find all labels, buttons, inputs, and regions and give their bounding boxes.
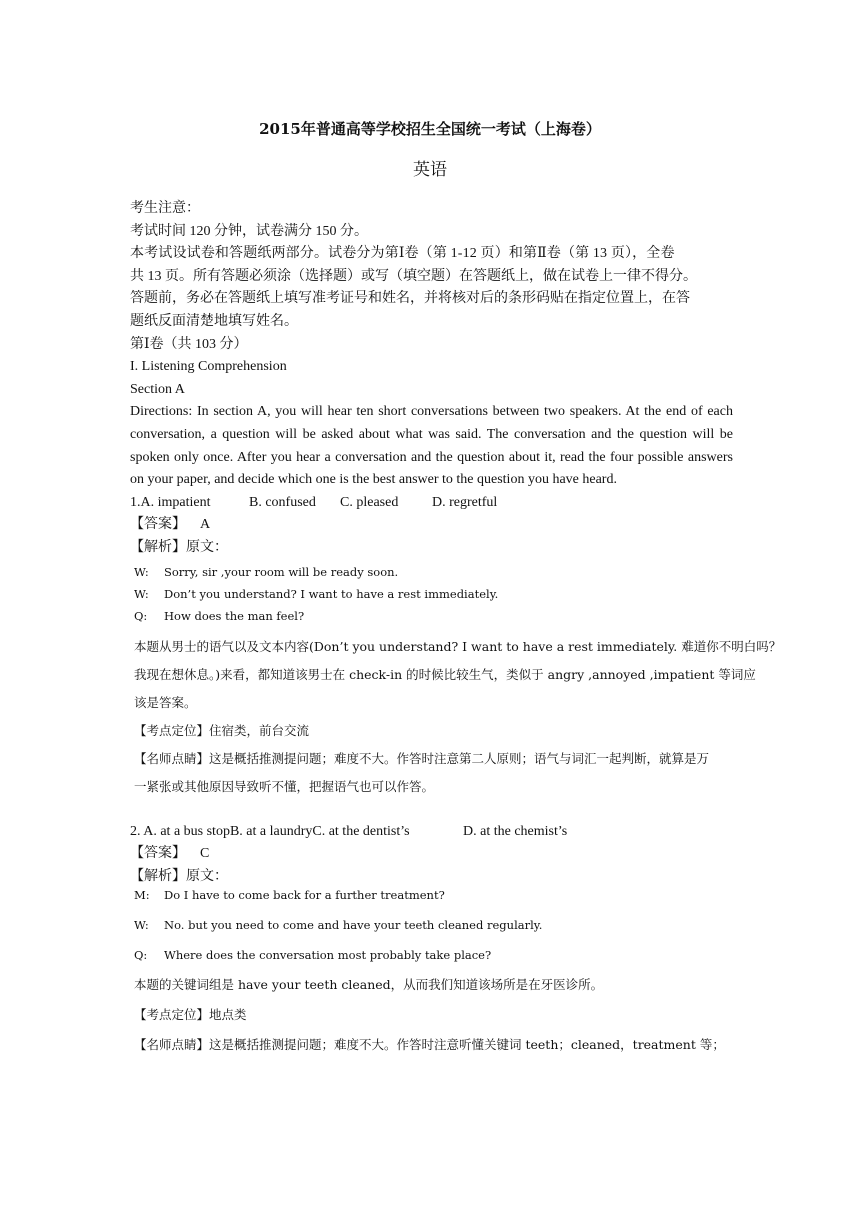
utterance: Do I have to come back for a further treatment?: [164, 888, 445, 903]
notice-item: 考试时间 120 分钟，试卷满分 150 分。: [130, 223, 368, 239]
speaker: W:: [134, 918, 149, 933]
explanation-line: 该是答案。: [134, 694, 197, 710]
option-a: 1.A. impatient: [130, 494, 211, 510]
tips-line: 【名师点睛】这是概括推测提问题；难度不大。作答时注意第二人原则；语气与词汇一起判断，就算是万: [134, 750, 710, 766]
notice-item: 共 13 页。所有答题必须涂（选择题）或写（填空题）在答题纸上，做在试卷上一律不得分。: [130, 268, 697, 284]
answer-label: 【答案】: [130, 517, 186, 533]
dialogue-line: [134, 561, 733, 583]
answer-line: [130, 843, 733, 866]
utterance: Sorry, sir ,your room will be ready soon.: [164, 564, 399, 579]
dialogue-line: [134, 940, 733, 970]
answer-value: A: [200, 517, 211, 533]
notice-item: 题纸反面清楚地填写姓名。: [130, 313, 298, 329]
dialogue-line: [134, 880, 733, 910]
question-2-dialogue: [134, 880, 733, 1060]
subsection-title: Section A: [130, 381, 185, 397]
answer-line: [130, 514, 733, 537]
utterance: How does the man feel?: [164, 608, 305, 623]
explanation-line: 本题的关键词组是 have your teeth cleaned，从而我们知道该场所是在牙医诊所。: [134, 977, 604, 993]
point-line: 【考点定位】住宿类，前台交流: [134, 722, 310, 738]
speaker: W:: [134, 564, 149, 579]
notice-item: 本考试设试卷和答题纸两部分。试卷分为第Ⅰ卷（第 1-12 页）和第Ⅱ卷（第 13 页），全卷: [130, 246, 675, 262]
explanation-line: 本题从男士的语气以及文本内容(Don’t you understand? I want to have a rest immediately. 难道你不明白吗？: [134, 638, 782, 654]
option-abc: 2. A. at a bus stopB. at a laundryC. at the dentist’s: [130, 823, 410, 839]
speaker: W:: [134, 586, 149, 601]
option-b: B. confused: [249, 494, 316, 510]
dialogue-line: [134, 583, 733, 605]
section-title: I. Listening Comprehension: [130, 359, 287, 375]
utterance: Don’t you understand? I want to have a rest immediately.: [164, 586, 499, 601]
point-line: 【考点定位】地点类: [134, 1007, 247, 1023]
exam-subject: 英语: [413, 160, 447, 180]
option-d: D. at the chemist’s: [463, 823, 568, 839]
exam-body: [130, 198, 782, 1060]
question-1-options: [130, 492, 733, 515]
option-c: C. pleased: [340, 494, 399, 510]
question-1-dialogue: [134, 561, 782, 801]
dialogue-line: [134, 910, 733, 940]
directions: Directions: In section A, you will hear ten short conversations between two speakers. At the end of each conversation, a question will be asked about what was said. The conversation and the question will be spoken only once. After you hear a conversation and the question about it, read the four possible answers on your paper, and decide which one is the best answer to the question you have heard.: [130, 404, 733, 488]
speaker: M:: [134, 888, 150, 903]
notice-item: 答题前，务必在答题纸上填写准考证号和姓名，并将核对后的条形码贴在指定位置上，在答: [130, 291, 690, 307]
part-title: 第Ⅰ卷（共 103 分）: [130, 336, 248, 352]
utterance: No. but you need to come and have your teeth cleaned regularly.: [164, 918, 543, 933]
speaker: Q:: [134, 608, 148, 623]
question-2-options: [130, 821, 733, 844]
explanation-line: 我现在想休息。)来看，都知道该男士在 check-in 的时候比较生气，类似于 angry ,annoyed ,impatient 等词应: [134, 666, 756, 682]
speaker: Q:: [134, 948, 148, 963]
notice-heading: 考生注意：: [130, 201, 200, 216]
answer-value: C: [200, 846, 210, 862]
tips-line: 【名师点睛】这是概括推测提问题；难度不大。作答时注意听懂关键词 teeth；cleaned，treatment 等；: [134, 1037, 725, 1053]
analysis-label: 【解析】原文：: [130, 868, 228, 884]
utterance: Where does the conversation most probably take place?: [164, 948, 492, 963]
tips-line: 一紧张或其他原因导致听不懂，把握语气也可以作答。: [134, 778, 435, 794]
analysis-label: 【解析】原文：: [130, 539, 228, 555]
answer-label: 【答案】: [130, 846, 186, 862]
exam-title: 2015年普通高等学校招生全国统一考试（上海卷）: [259, 120, 601, 138]
dialogue-line: [134, 605, 733, 627]
option-d: D. regretful: [432, 494, 498, 510]
